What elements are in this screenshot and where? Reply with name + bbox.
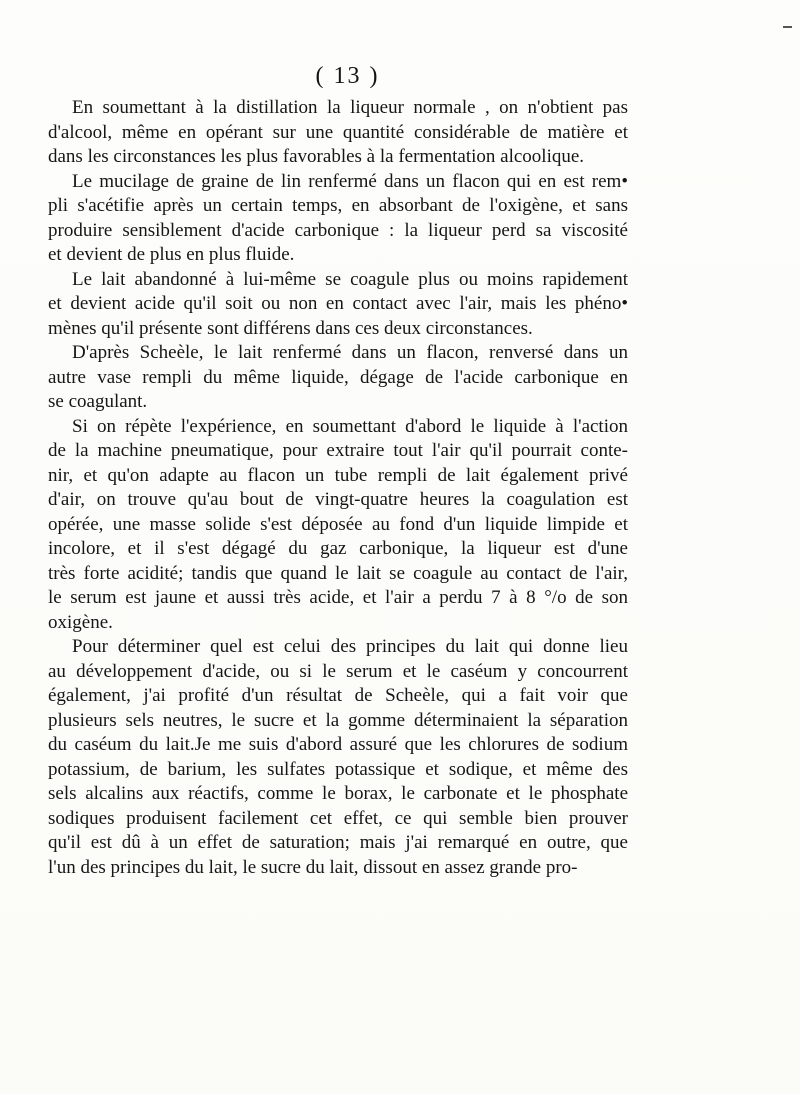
text-line: le serum est jaune et aussi très acide, et l'air a perdu 7 à 8 °/o de son [48,587,628,608]
text-line: autre vase rempli du même liquide, dégage de l'acide carbonique en [48,366,628,388]
text-line: mènes qu'il présente sont différens dans ces deux circonstances. [48,317,533,339]
text-line: au développement d'acide, ou si le serum et le caséum y concourrent [48,660,628,682]
text-line: Le lait abandonné à lui-même se coagule plus ou moins rapidement [72,268,628,290]
text-line: incolore, et il s'est dégagé du gaz carbonique, la liqueur est d'une [48,538,628,559]
text-line: du caséum du lait.Je me suis d'abord assuré que les chlorures de sodium [48,734,628,755]
text-line: D'après Scheèle, le lait renfermé dans un flacon, renversé dans un [72,342,628,363]
text-line: opérée, une masse solide s'est déposée au fond d'un liquide limpide et [48,513,628,535]
text-line: l'un des principes du lait, le sucre du lait, dissout en assez grande pro- [48,856,578,878]
text-line: plusieurs sels neutres, le sucre et la gomme déterminaient la séparation [48,709,628,731]
text-line: pli s'acétifie après un certain temps, en absorbant de l'oxigène, et sans [48,195,628,216]
text-line: de la machine pneumatique, pour extraire tout l'air qu'il pourrait conte- [48,440,628,461]
text-line: Le mucilage de graine de lin renfermé dans un flacon qui en est rem• [72,170,628,192]
text-line: Pour déterminer quel est celui des principes du lait qui donne lieu [72,636,628,657]
text-line: et devient acide qu'il soit ou non en contact avec l'air, mais les phéno• [48,293,628,314]
text-line: d'air, on trouve qu'au bout de vingt-quatre heures la coagulation est [48,489,628,510]
text-line: sodiques produisent facilement cet effet, ce qui semble bien prouver [48,807,628,829]
text-line: nir, et qu'on adapte au flacon un tube rempli de lait également privé [48,464,628,486]
text-line: et devient de plus en plus fluide. [48,244,295,265]
paragraph [48,96,628,170]
text-line: se coagulant. [48,391,148,412]
page-edge-mark [783,26,792,28]
page-number: ( 13 ) [315,63,380,89]
text-line: très forte acidité; tandis que quand le lait se coagule au contact de l'air, [48,562,628,584]
text-line: sels alcalins aux réactifs, comme le borax, le carbonate et le phosphate [48,783,628,804]
text-line: Si on répète l'expérience, en soumettant d'abord le liquide à l'action [72,415,628,437]
paragraph [48,415,628,636]
text-line: également, j'ai profité d'un résultat de Scheèle, qui a fait voir que [48,685,628,706]
paragraph [48,635,628,880]
paragraph [48,170,628,268]
text-line: En soumettant à la distillation la liqueur normale , on n'obtient pas [72,97,628,118]
text-line: potassium, de barium, les sulfates potassique et sodique, et même des [48,758,628,780]
paragraph [48,268,628,342]
paragraph [48,341,628,415]
body-text [48,96,628,880]
text-line: produire sensiblement d'acide carbonique : la liqueur perd sa viscosité [48,219,628,241]
text-line: oxigène. [48,611,113,633]
text-line: d'alcool, même en opérant sur une quantité considérable de matière et [48,121,628,143]
text-line: qu'il est dû à un effet de saturation; mais j'ai remarqué en outre, que [48,832,628,853]
text-line: dans les circonstances les plus favorables à la fermentation alcoolique. [48,146,585,167]
